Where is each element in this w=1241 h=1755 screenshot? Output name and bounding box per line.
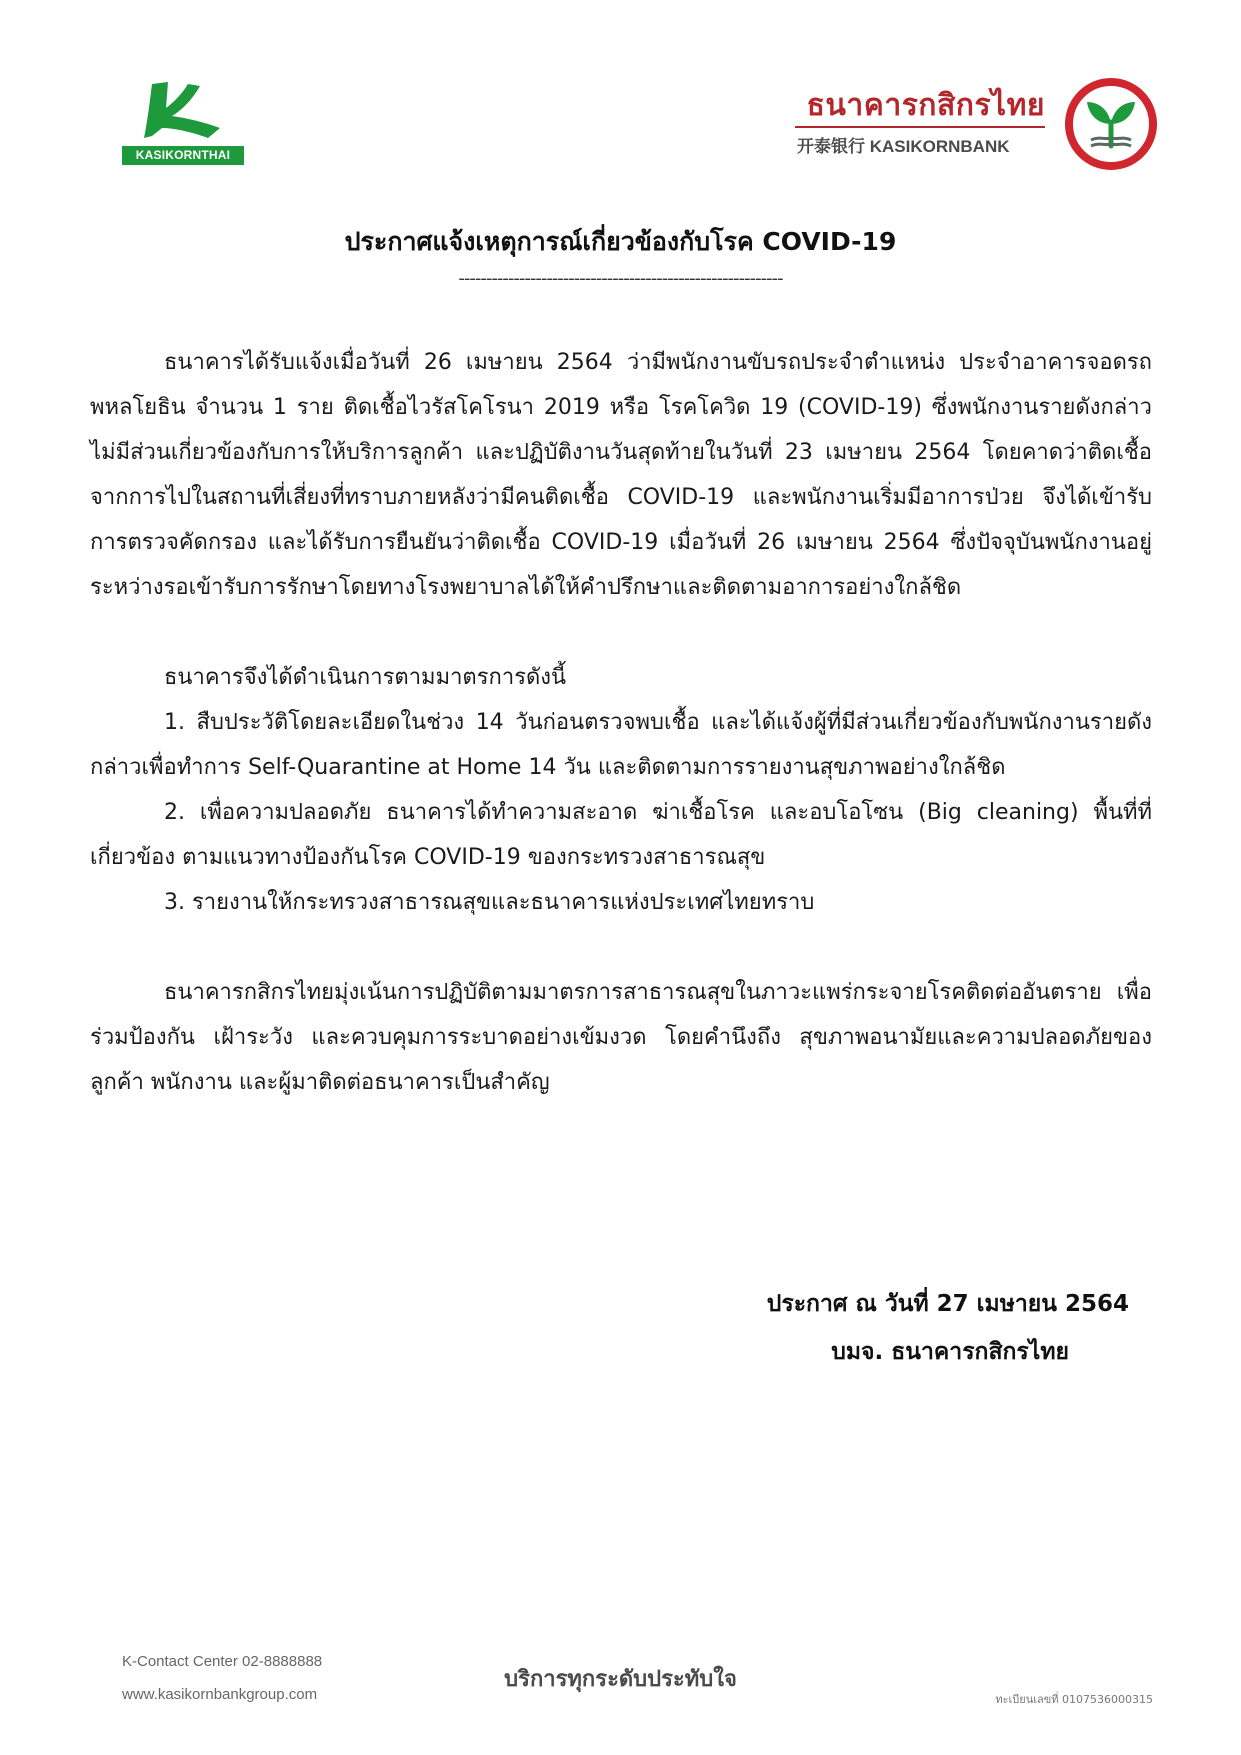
footer-registration-number: ทะเบียนเลขที่ 0107536000315 bbox=[995, 1693, 1153, 1706]
footer-website: www.kasikornbankgroup.com bbox=[122, 1686, 318, 1703]
measure-item-1: 1. สืบประวัติโดยละเอียดในช่วง 14 วันก่อนตรวจพบเชื้อ และได้แจ้งผู้ที่มีส่วนเกี่ยวข้องกับพนักงานรายดังกล่าวเพื่อทำการ Self-Quarantine at Home 14 วัน และติดตามการรายงานสุขภาพอย่างใกล้ชิด bbox=[90, 710, 1152, 780]
paragraph-measures-intro: ธนาคารจึงได้ดำเนินการตามมาตรการดังนี้ bbox=[164, 665, 567, 690]
title-underline: ----------------------------------------------------------- bbox=[458, 268, 783, 289]
footer-slogan: บริการทุกระดับประทับใจ bbox=[504, 1667, 737, 1692]
footer-contact-center: K-Contact Center 02-8888888 bbox=[122, 1653, 323, 1670]
kasikornbank-logo bbox=[795, 78, 1157, 168]
issuer-name: บมจ. ธนาคารกสิกรไทย bbox=[831, 1339, 1069, 1365]
announcement-body bbox=[90, 340, 1152, 1105]
bank-name-english: 开泰银行 KASIKORNBANK bbox=[797, 137, 1010, 156]
paragraph-spacer bbox=[90, 925, 1152, 970]
paragraph-commitment: ธนาคารกสิกรไทยมุ่งเน้นการปฏิบัติตามมาตรการสาธารณสุขในภาวะแพร่กระจายโรคติดต่ออันตราย เพื่อร่วมป้องกัน เฝ้าระวัง และควบคุมการระบาดอย่างเข้มงวด โดยคำนึงถึง สุขภาพอนามัยและความปลอดภัยของลูกค้า พนักงาน และผู้มาติดต่อธนาคารเป็นสำคัญ bbox=[90, 980, 1152, 1095]
kasikornthai-logo bbox=[122, 78, 244, 168]
measure-item-2: 2. เพื่อความปลอดภัย ธนาคารได้ทำความสะอาด ฆ่าเชื้อโรค และอบโอโซน (Big cleaning) พื้นที่ที่เกี่ยวข้อง ตามแนวทางป้องกันโรค COVID-19 ของกระทรวงสาธารณสุข bbox=[90, 800, 1152, 870]
announcement-date: ประกาศ ณ วันที่ 27 เมษายน 2564 bbox=[766, 1291, 1129, 1317]
paragraph-spacer bbox=[90, 610, 1152, 655]
measure-item-3: 3. รายงานให้กระทรวงสาธารณสุขและธนาคารแห่งประเทศไทยทราบ bbox=[164, 890, 815, 915]
bank-name-thai: ธนาคารกสิกรไทย bbox=[806, 88, 1045, 123]
paragraph-incident: ธนาคารได้รับแจ้งเมื่อวันที่ 26 เมษายน 2564 ว่ามีพนักงานขับรถประจำตำแหน่ง ประจำอาคารจอดรถพหลโยธิน จำนวน 1 ราย ติดเชื้อไวรัสโคโรนา 2019 หรือ โรคโควิด 19 (COVID-19) ซึ่งพนักงานรายดังกล่าวไม่มีส่วนเกี่ยวข้องกับการให้บริการลูกค้า และปฏิบัติงานวันสุดท้ายในวันที่ 23 เมษายน 2564 โดยคาดว่าติดเชื้อจากการไปในสถานที่เสี่ยงที่ทราบภายหลังว่ามีคนติดเชื้อ COVID-19 และพนักงานเริ่มมีอาการป่วย จึงได้เข้ารับการตรวจคัดกรอง และได้รับการยืนยันว่าติดเชื้อ COVID-19 เมื่อวันที่ 26 เมษายน 2564 ซึ่งปัจจุบันพนักงานอยู่ระหว่างรอเข้ารับการรักษาโดยทางโรงพยาบาลได้ให้คำปรึกษาและติดตามอาการอย่างใกล้ชิด bbox=[90, 350, 1152, 600]
k-leaf-icon bbox=[122, 78, 244, 148]
kbank-emblem-icon bbox=[1065, 78, 1157, 170]
kasikornthai-logo-label: KASIKORNTHAI bbox=[122, 146, 244, 165]
page-title: ประกาศแจ้งเหตุการณ์เกี่ยวข้องกับโรค COVID-19 bbox=[344, 227, 897, 256]
bank-name-divider bbox=[795, 126, 1045, 128]
